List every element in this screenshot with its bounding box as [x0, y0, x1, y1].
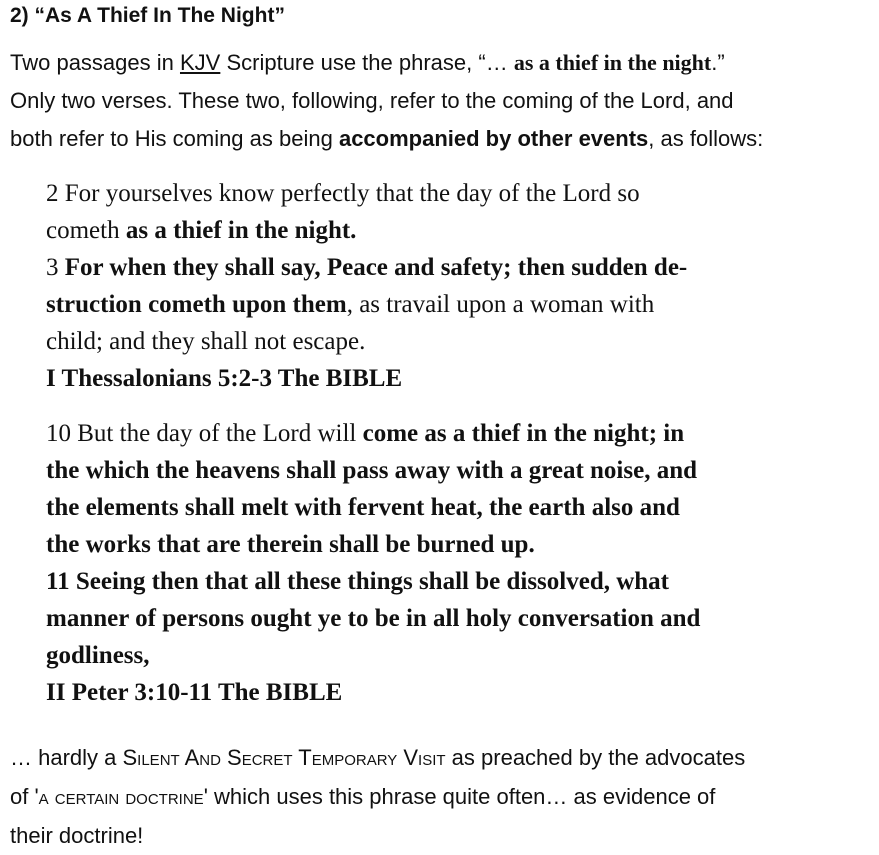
verse-line: 11 Seeing then that all these things shall be dissolved, what	[46, 568, 670, 595]
closing-text: ' which uses this phrase quite often… as evidence of	[203, 784, 716, 809]
verse-line: 2 For yourselves know perfectly that the day of the Lord so	[46, 180, 640, 207]
closing-text: as preached by the advocates	[445, 745, 746, 770]
verse-bold-text: as a thief in the night.	[125, 217, 357, 244]
verse-text: 3	[46, 254, 65, 281]
verse-bold-text: For when they shall say, Peace and safety; then sudden de-	[64, 254, 688, 281]
closing-line-2	[10, 777, 872, 816]
verse-line	[46, 415, 866, 452]
intro-text: , as follows:	[648, 126, 764, 151]
verse-line	[46, 286, 866, 323]
verse-line: the which the heavens shall pass away with a great noise, and	[46, 457, 698, 484]
intro-text: both refer to His coming as being	[10, 126, 339, 151]
verse-bold-text: come as a thief in the night; in	[362, 420, 685, 447]
verse-line: child; and they shall not escape.	[46, 328, 366, 355]
intro-line-3	[10, 120, 872, 158]
scripture-passage-peter	[46, 415, 866, 711]
verse-text: , as travail upon a woman with	[346, 291, 655, 318]
closing-text: of '	[10, 784, 39, 809]
scripture-passage-thessalonians	[46, 175, 866, 397]
closing-paragraph	[10, 738, 872, 855]
scripture-reference: II Peter 3:10-11 The BIBLE	[46, 679, 343, 706]
closing-line-1	[10, 738, 872, 777]
intro-text: Scripture use the phrase, “…	[220, 50, 514, 75]
intro-line-1	[10, 44, 872, 82]
small-caps-text: a certain doctrine	[38, 784, 204, 809]
verse-text: 10 But the day of the Lord will	[46, 420, 363, 447]
intro-bold-text: accompanied by other events	[338, 126, 649, 151]
small-caps-text: Silent And Secret Temporary Visit	[122, 745, 446, 770]
intro-text: Two passages in	[10, 50, 180, 75]
closing-text: … hardly a	[10, 745, 123, 770]
verse-bold-text: , the earth also and	[476, 494, 680, 521]
verse-line: the works that are therein shall be burned up.	[46, 531, 535, 558]
phrase-bold: as a thief in the night	[513, 50, 712, 75]
intro-paragraph	[10, 44, 872, 158]
verse-line: manner of persons ought ye to be in all holy conversation and	[46, 605, 701, 632]
closing-line-3: their doctrine!	[10, 823, 144, 848]
intro-line-2: Only two verses. These two, following, refer to the coming of the Lord, and	[10, 88, 734, 113]
scripture-reference: I Thessalonians 5:2-3 The BIBLE	[46, 365, 403, 392]
verse-bold-text: struction cometh upon them	[46, 291, 347, 318]
intro-text: .”	[711, 50, 725, 75]
verse-bold-text: the elements shall melt with fervent heat	[46, 494, 477, 521]
verse-line	[46, 212, 866, 249]
verse-line: godliness,	[46, 642, 150, 669]
section-heading: 2) “As A Thief In The Night”	[10, 4, 285, 27]
verse-line	[46, 249, 866, 286]
verse-text: cometh	[46, 217, 126, 244]
kjv-abbreviation: KJV	[179, 50, 221, 75]
verse-line	[46, 489, 866, 526]
